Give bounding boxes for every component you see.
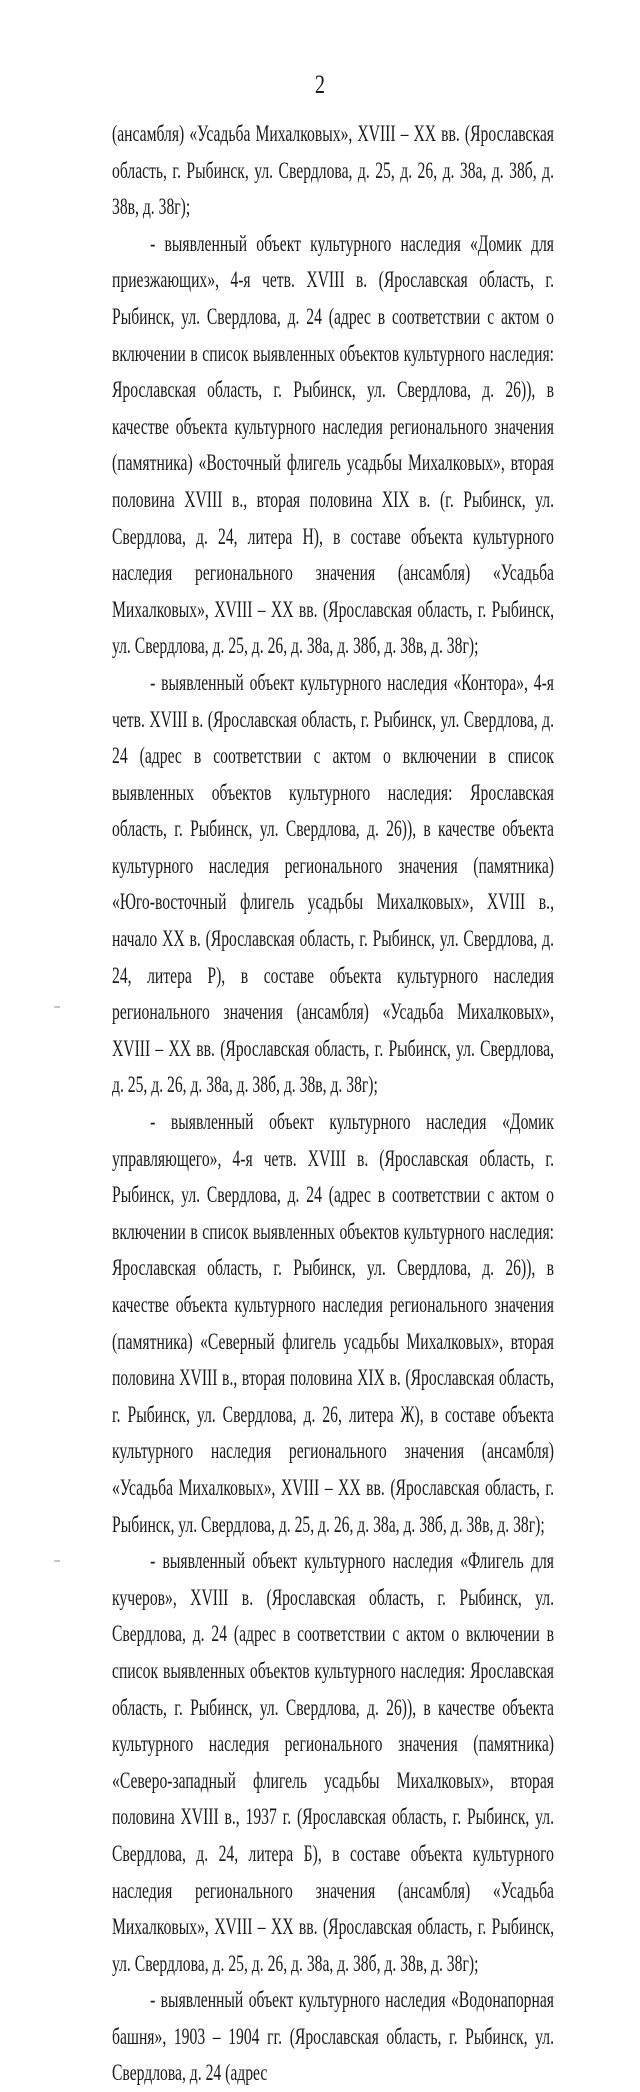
page-number: 2 [314,70,326,99]
paragraph-water-tower: - выявленный объект культурного наследия «Водонапорная башня», 1903 – 1904 гг. (Ярославская область, г. Рыбинск, ул. Свердлова, д. 24 (адрес [112,1987,554,2086]
margin-mark [54,1006,60,1008]
paragraph-manager-house: - выявленный объект культурного наследия «Домик управляющего», 4-я четв. XVIII в. (Ярославская область, г. Рыбинск, ул. Свердлова, д. 24 (адрес в соответствии с актом о включении в список выявленных объектов культурного наследия: Ярославская область, г. Рыбинск, ул. Свердлова, д. 26)), в качестве объекта культурного наследия регионального значения (памятника) «Северный флигель усадьбы Михалковых», вторая половина XVIII в., вторая половина XIX в. (Ярославская область, г. Рыбинск, ул. Свердлова, д. 26, литера Ж), в составе объекта культурного наследия регионального значения (ансамбля) «Усадьба Михалковых», XVIII – XX вв. (Ярославская область, г. Рыбинск, ул. Свердлова, д. 25, д. 26, д. 38а, д. 38б, д. 38в, д. 38г); [112,1109,554,1537]
paragraph-guest-house: - выявленный объект культурного наследия «Домик для приезжающих», 4-я четв. XVIII в. (Ярославская область, г. Рыбинск, ул. Свердлова, д. 24 (адрес в соответствии с актом о включении в список выявленных объектов культурного наследия: Ярославская область, г. Рыбинск, ул. Свердлова, д. 26)), в качестве объекта культурного наследия регионального значения (памятника) «Восточный флигель усадьбы Михалковых», вторая половина XVIII в., вторая половина XIX в. (г. Рыбинск, ул. Свердлова, д. 24, литера Н), в составе объекта культурного наследия регионального значения (ансамбля) «Усадьба Михалковых», XVIII – XX вв. (Ярославская область, г. Рыбинск, ул. Свердлова, д. 25, д. 26, д. 38а, д. 38б, д. 38в, д. 38г); [112,230,554,659]
document-body [112,116,554,2092]
margin-mark [54,1560,60,1562]
paragraph-office: - выявленный объект культурного наследия «Контора», 4-я четв. XVIII в. (Ярославская область, г. Рыбинск, ул. Свердлова, д. 24 (адрес в соответствии с актом о включении в список выявленных объектов культурного наследия: Ярославская область, г. Рыбинск, ул. Свердлова, д. 26)), в качестве объекта культурного наследия регионального значения (памятника) «Юго-восточный флигель усадьбы Михалковых», XVIII в., начало XX в. (Ярославская область, г. Рыбинск, ул. Свердлова, д. 24, литера Р), в составе объекта культурного наследия регионального значения (ансамбля) «Усадьба Михалковых», XVIII – XX вв. (Ярославская область, г. Рыбинск, ул. Свердлова, д. 25, д. 26, д. 38а, д. 38б, д. 38в, д. 38г); [112,669,554,1098]
paragraph-coachmen-wing: - выявленный объект культурного наследия «Флигель для кучеров», XVIII в. (Ярославская область, г. Рыбинск, ул. Свердлова, д. 24 (адрес в соответствии с актом о включении в список выявленных объектов культурного наследия: Ярославская область, г. Рыбинск, ул. Свердлова, д. 26)), в качестве объекта культурного наследия регионального значения (памятника) «Северо-западный флигель усадьбы Михалковых», вторая половина XVIII в., 1937 г. (Ярославская область, г. Рыбинск, ул. Свердлова, д. 24, литера Б), в составе объекта культурного наследия регионального значения (ансамбля) «Усадьба Михалковых», XVIII – XX вв. (Ярославская область, г. Рыбинск, ул. Свердлова, д. 25, д. 26, д. 38а, д. 38б, д. 38в, д. 38г); [112,1548,554,1976]
paragraph-continuation: (ансамбля) «Усадьба Михалковых», XVIII – XX вв. (Ярославская область, г. Рыбинск, ул. Свердлова, д. 25, д. 26, д. 38а, д. 38б, д. 38в, д. 38г); [112,121,554,220]
